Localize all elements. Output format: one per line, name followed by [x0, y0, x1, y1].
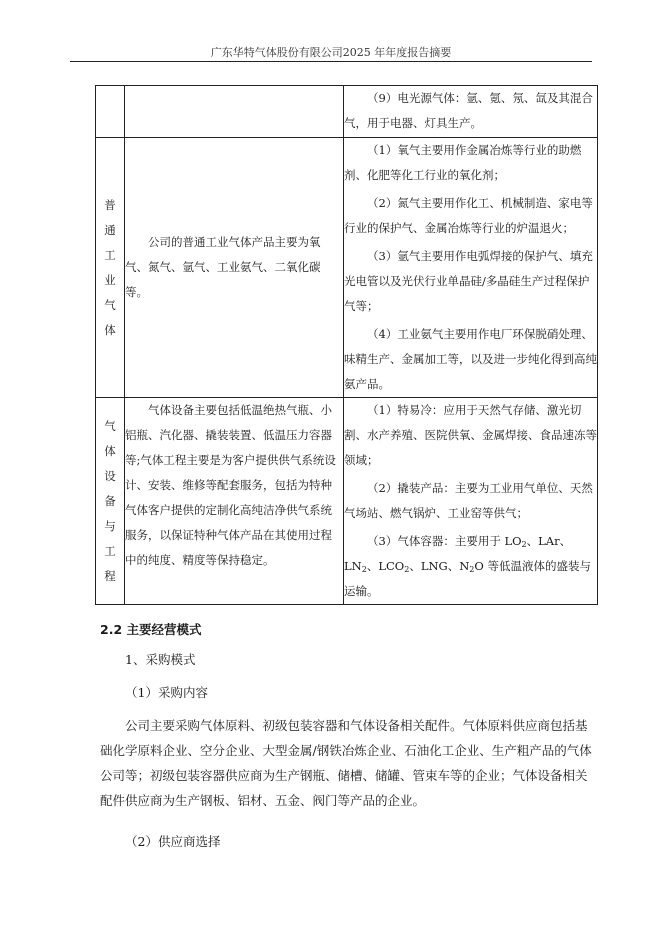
uses-cell	[344, 138, 598, 398]
category-char: 通	[104, 222, 116, 237]
body-paragraph: 公司主要采购气体原料、初级包装容器和气体设备相关配件。气体原料供应商包括基础化学原料企业、空分企业、大型金属/钢铁冶炼企业、石油化工企业、生产粗产品的气体公司等；初级包装容器供应商为生产钢瓶、储槽、储罐、管束车等的企业；气体设备相关配件供应商为生产钢板、铝材、五金、阀门等产品的企业。	[100, 718, 592, 808]
category-char: 体	[104, 322, 116, 337]
subheading-procurement-content: （1）采购内容	[125, 685, 208, 700]
use-item: （3）氩气主要用作电弧焊接的保护气、填充光电管以及光伏行业单晶硅/多晶硅生产过程保护气等；	[344, 249, 593, 313]
category-cell	[96, 86, 125, 138]
category-char: 与	[104, 518, 116, 533]
header-divider	[70, 61, 592, 62]
category-char: 气	[104, 418, 116, 433]
category-char: 普	[104, 197, 116, 212]
subheading-procurement-mode: 1、采购模式	[125, 652, 196, 667]
table-row	[96, 398, 598, 605]
category-char: 工	[104, 543, 116, 558]
category-char: 设	[104, 468, 116, 483]
product-description: 气体设备主要包括低温绝热气瓶、小铝瓶、汽化器、撬装装置、低温压力容器等;气体工程主要是为客户提供供气系统设计、安装、维修等配套服务，包括为特种气体客户提供的定制化高纯洁净供气系统服务，以保证特种气体产品在其使用过程中的纯度、精度等保持稳定。	[125, 403, 336, 567]
category-char: 备	[104, 493, 116, 508]
description-cell	[125, 86, 344, 138]
use-item: （1）氧气主要用作金属冶炼等行业的助燃剂、化肥等化工行业的氧化剂；	[344, 143, 582, 182]
description-cell	[125, 138, 344, 398]
use-item: （2）撬装产品：主要为工业用气单位、天然气场站、燃气锅炉、工业窑等供气；	[344, 481, 593, 520]
use-item: （4）工业氨气主要用作电厂环保脱硝处理、味精生产、金属加工等，以及进一步纯化得到高纯氨产品。	[344, 327, 597, 391]
uses-cell	[344, 398, 598, 605]
table-row	[96, 138, 598, 398]
category-cell	[96, 138, 125, 398]
category-cell	[96, 398, 125, 605]
use-item: （3）气体容器：主要用于 $LO_2$、LAr、$LN_2$、$LCO_2$、LNG、$N_2O$ 等低温液体的盛装与运输。	[344, 534, 591, 598]
use-item: （2）氮气主要用作化工、机械制造、家电等行业的保护气、金属冶炼等行业的炉温退火；	[344, 196, 593, 235]
category-char: 气	[104, 297, 116, 312]
category-char: 体	[104, 443, 116, 458]
table-row	[96, 86, 598, 138]
category-char: 业	[104, 272, 116, 287]
uses-cell	[344, 86, 598, 138]
product-description: 公司的普通工业气体产品主要为氧气、氮气、氩气、工业氨气、二氧化碳等。	[125, 235, 321, 299]
use-item: （1）特易冷：应用于天然气存储、激光切割、水产养殖、医院供氧、金属焊接、食品速冻等领域；	[344, 403, 597, 467]
section-heading: 2.2 主要经营模式	[100, 622, 202, 637]
description-cell	[125, 398, 344, 605]
category-char: 程	[104, 568, 116, 583]
product-table	[95, 85, 598, 605]
page-header: 广东华特气体股份有限公司2025 年年度报告摘要	[210, 46, 452, 59]
category-char: 工	[104, 247, 116, 262]
use-item: （9）电光源气体：氩、氪、氖、氙及其混合气，用于电器、灯具生产。	[344, 91, 593, 130]
subheading-supplier-selection: （2）供应商选择	[125, 834, 221, 849]
